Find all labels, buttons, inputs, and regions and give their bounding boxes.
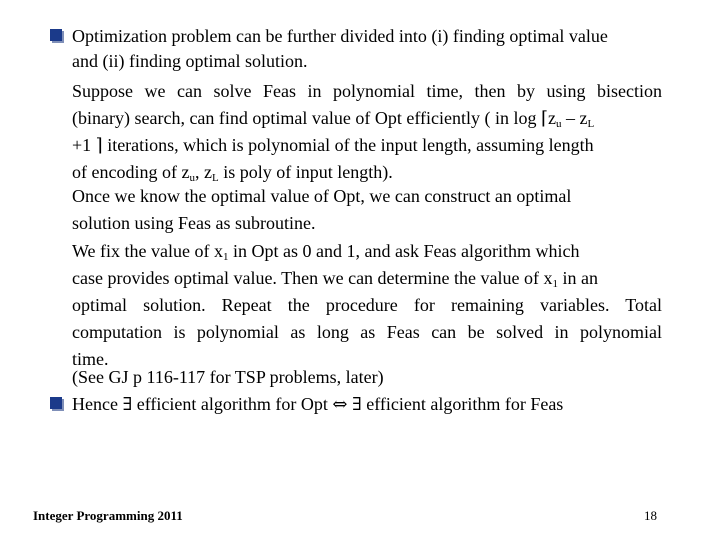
text-run: (binary) search, can find optimal value of Opt efficiently ( in log: [72, 108, 537, 128]
text-run: iterations, which is polynomial of the input length, assuming length: [102, 135, 594, 155]
paragraph-line: Suppose we can solve Feas in polynomial time, then by using bisection: [72, 81, 662, 101]
paragraph-line: solution using Feas as subroutine.: [72, 213, 316, 233]
bullet-text: [72, 392, 670, 417]
paragraph-line: [72, 105, 662, 132]
subscript: 1: [552, 278, 558, 290]
paragraph-line: [72, 265, 662, 292]
paragraph-reference: [72, 364, 662, 391]
subscript: L: [211, 172, 219, 184]
bullet-line: Optimization problem can be further divided into (i) finding optimal value: [72, 26, 608, 46]
paragraph-fix-variables: [72, 238, 662, 373]
square-bullet-icon: [50, 397, 62, 409]
exists-symbol: ∃: [351, 394, 362, 415]
iff-symbol: ⇔: [332, 394, 348, 415]
subscript: u: [556, 118, 562, 130]
square-bullet-icon: [50, 29, 62, 41]
page-number: 18: [644, 508, 657, 523]
exists-symbol: ∃: [122, 394, 133, 415]
ceiling-right-symbol: ⌉: [95, 135, 103, 156]
text-run: of encoding of z: [72, 162, 190, 182]
ceiling-left-symbol: ⌈: [541, 108, 549, 129]
subscript: L: [587, 118, 595, 130]
text-run: in Opt as 0 and 1, and ask Feas algorithm which: [228, 241, 580, 261]
variable-z: z: [579, 108, 588, 128]
variable-z: z: [548, 108, 557, 128]
bullet-line: [72, 392, 670, 417]
text-run: +1: [72, 135, 96, 155]
paragraph-line: [72, 132, 662, 159]
text-run: efficient algorithm for Feas: [361, 394, 564, 414]
paragraph-bisection: [72, 78, 662, 186]
minus-sign: –: [561, 108, 580, 128]
paragraph-line: (See GJ p 116-117 for TSP problems, later): [72, 367, 384, 387]
text-run: efficient algorithm for Opt: [132, 394, 333, 414]
paragraph-line: [72, 159, 662, 186]
text-run: We fix the value of x: [72, 241, 223, 261]
text-run: in an: [558, 268, 598, 288]
subscript: 1: [223, 251, 229, 263]
subscript: u: [189, 172, 195, 184]
footer-course-title: Integer Programming 2011: [33, 508, 183, 523]
paragraph-line: time.: [72, 349, 109, 369]
paragraph-line: computation is polynomial as long as Feas can be solved in polynomial: [72, 322, 662, 342]
paragraph-line: Once we know the optimal value of Opt, we can construct an optimal: [72, 186, 572, 206]
text-run: is poly of input length).: [218, 162, 393, 182]
text-run: , z: [194, 162, 212, 182]
paragraph-construct: [72, 183, 662, 237]
bullet-line: and (ii) finding optimal solution.: [72, 51, 308, 71]
text-run: Hence: [72, 394, 123, 414]
text-run: case provides optimal value. Then we can determine the value of x: [72, 268, 553, 288]
paragraph-line: [72, 238, 662, 265]
bullet-text: [72, 24, 670, 74]
paragraph-line: optimal solution. Repeat the procedure for remaining variables. Total: [72, 295, 662, 315]
